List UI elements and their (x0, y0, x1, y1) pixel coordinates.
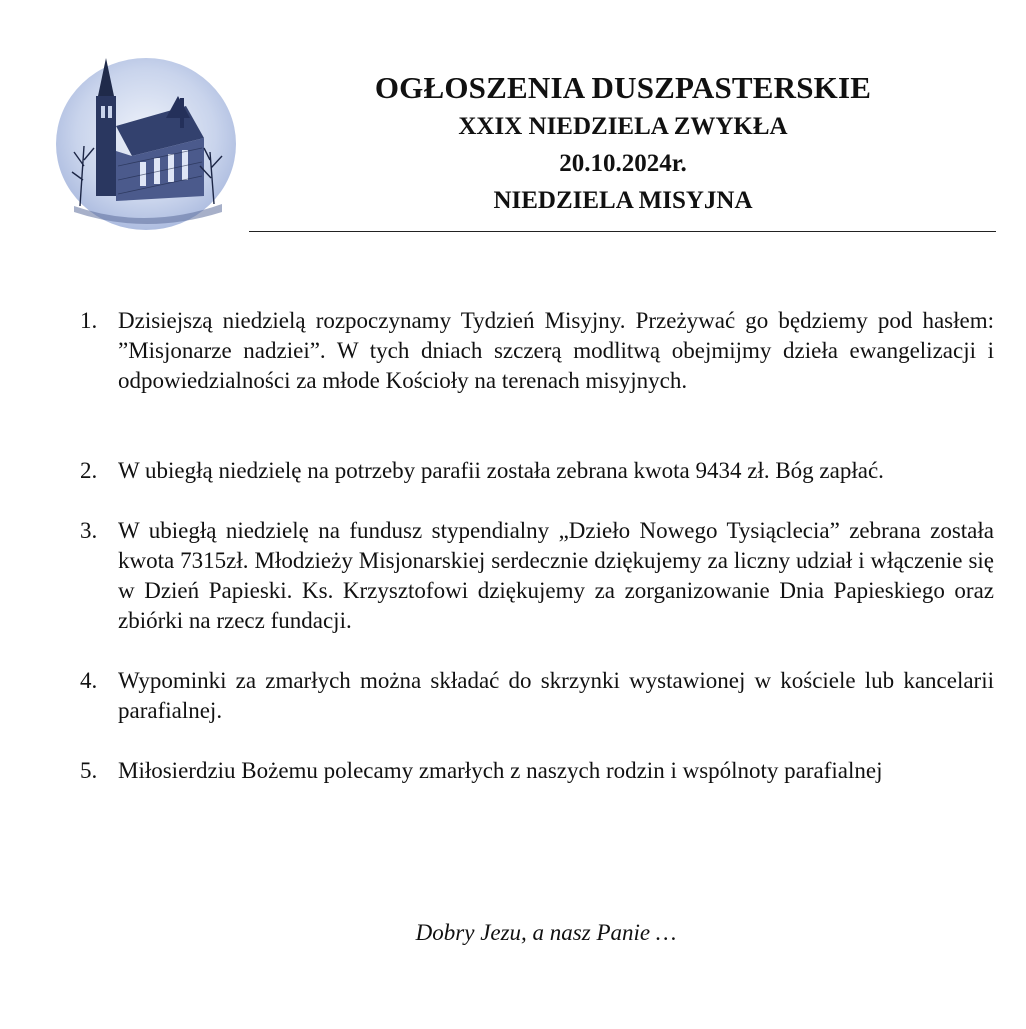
list-item (80, 666, 994, 726)
item-number: 3. (80, 518, 98, 543)
header-divider (249, 231, 996, 232)
church-illustration-icon (54, 56, 238, 232)
church-logo (54, 56, 238, 232)
closing-prayer: Dobry Jezu, a nasz Panie … (415, 920, 677, 945)
item-text: Miłosierdziu Bożemu polecamy zmarłych z naszych rodzin i wspólnoty parafialnej (118, 758, 883, 783)
announcement-list (80, 306, 994, 786)
list-item (80, 456, 994, 486)
list-item (80, 516, 994, 636)
item-number: 1. (80, 308, 98, 333)
item-number: 4. (80, 668, 98, 693)
item-number: 5. (80, 758, 98, 783)
date: 20.10.2024r. (559, 150, 687, 177)
occasion: NIEDZIELA MISYJNA (493, 187, 753, 214)
list-item (80, 756, 994, 786)
item-text: W ubiegłą niedzielę na fundusz stypendialny „Dzieło Nowego Tysiąclecia” zebrana została kwota 7315zł. Młodzieży Misjonarskiej serdecznie dziękujemy za liczny udział i włączenie się w Dzień Papieski. Ks. Krzysztofowi dziękujemy za zorganizowanie Dnia Papieskiego oraz zbiórki na rzecz fundacji. (118, 518, 994, 633)
page-title: OGŁOSZENIA DUSZPASTERSKIE (374, 70, 872, 105)
header (250, 68, 996, 219)
sunday-name: XXIX NIEDZIELA ZWYKŁA (458, 113, 788, 140)
item-text: Dzisiejszą niedzielą rozpoczynamy Tydzień Misyjny. Przeżywać go będziemy pod hasłem: ”Misjonarze nadziei”. W tych dniach szczerą modlitwą obejmijmy dzieła ewangelizacji i odpowiedzialności za młode Kościoły na terenach misyjnych. (118, 308, 994, 393)
item-number: 2. (80, 458, 98, 483)
item-text: Wypominki za zmarłych można składać do skrzynki wystawionej w kościele lub kancelarii parafialnej. (118, 668, 994, 723)
list-item (80, 306, 994, 396)
item-text: W ubiegłą niedzielę na potrzeby parafii została zebrana kwota 9434 zł. Bóg zapłać. (118, 458, 884, 483)
